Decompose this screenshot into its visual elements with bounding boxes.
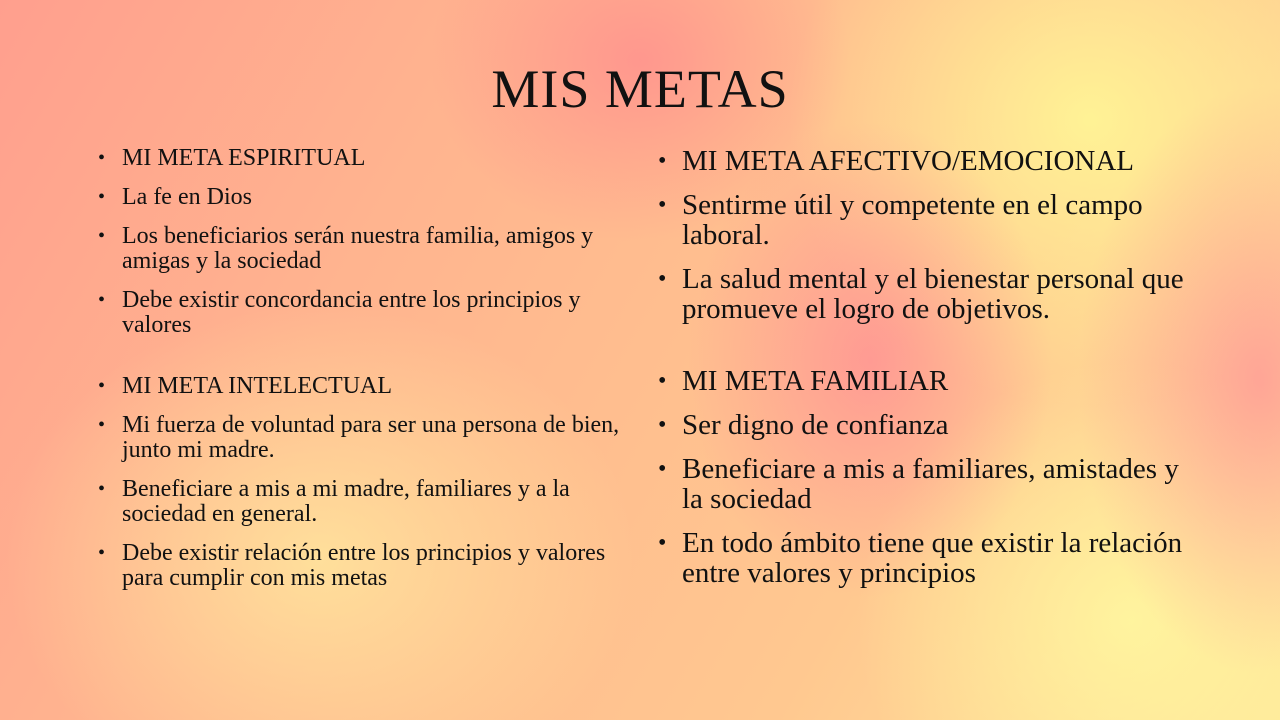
list-item-text: Beneficiare a mis a familiares, amistades y la sociedad: [682, 453, 1179, 515]
list-item-text: Mi fuerza de voluntad para ser una persona de bien, junto mi madre.: [122, 412, 620, 463]
right-goals-list: [656, 146, 1196, 602]
bullet-icon: •: [658, 192, 667, 218]
list-item-heading-afectivo: [656, 146, 1196, 176]
list-item-text: Los beneficiarios serán nuestra familia, amigos y amigas y la sociedad: [122, 223, 594, 274]
list-item: [96, 413, 626, 463]
bullet-icon: •: [658, 456, 667, 482]
list-item: [96, 185, 626, 210]
list-item-text: Debe existir relación entre los principios y valores para cumplir con mis metas: [122, 540, 606, 591]
list-item-text: Debe existir concordancia entre los principios y valores: [122, 287, 581, 338]
bullet-icon: •: [98, 147, 106, 169]
bullet-icon: •: [658, 266, 667, 292]
left-goals-list: [96, 146, 626, 605]
list-item: [96, 224, 626, 274]
list-item: [656, 410, 1196, 440]
list-item-text: Ser digno de confianza: [682, 409, 949, 441]
bullet-icon: •: [658, 412, 667, 438]
list-item: [656, 264, 1196, 324]
bullet-icon: •: [658, 368, 667, 394]
bullet-icon: •: [98, 225, 106, 247]
bullet-icon: •: [98, 478, 106, 500]
bullet-icon: •: [658, 148, 667, 174]
bullet-icon: •: [658, 530, 667, 556]
slide-title: MIS METAS: [491, 59, 789, 119]
list-item-text: En todo ámbito tiene que existir la relación entre valores y principios: [682, 527, 1183, 589]
list-item-text: MI META ESPIRITUAL: [122, 145, 366, 171]
list-item: [656, 190, 1196, 250]
list-item-text: MI META FAMILIAR: [682, 365, 949, 397]
list-item: [96, 288, 626, 338]
list-item-heading-espiritual: [96, 146, 626, 171]
list-item-text: Sentirme útil y competente en el campo laboral.: [682, 189, 1143, 251]
list-item-text: La fe en Dios: [122, 184, 252, 210]
list-item: [96, 477, 626, 527]
bullet-icon: •: [98, 375, 106, 397]
bullet-icon: •: [98, 542, 106, 564]
list-item-text: La salud mental y el bienestar personal que promueve el logro de objetivos.: [682, 263, 1184, 325]
list-item-heading-intelectual: [96, 374, 626, 399]
list-item-heading-familiar: [656, 366, 1196, 396]
list-item-text: MI META AFECTIVO/EMOCIONAL: [682, 145, 1135, 177]
bullet-icon: •: [98, 186, 106, 208]
bullet-icon: •: [98, 414, 106, 436]
list-item-text: MI META INTELECTUAL: [122, 373, 393, 399]
list-item-text: Beneficiare a mis a mi madre, familiares y a la sociedad en general.: [122, 476, 570, 527]
bullet-icon: •: [98, 289, 106, 311]
list-item: [656, 454, 1196, 514]
list-item: [96, 541, 626, 591]
list-item: [656, 528, 1196, 588]
